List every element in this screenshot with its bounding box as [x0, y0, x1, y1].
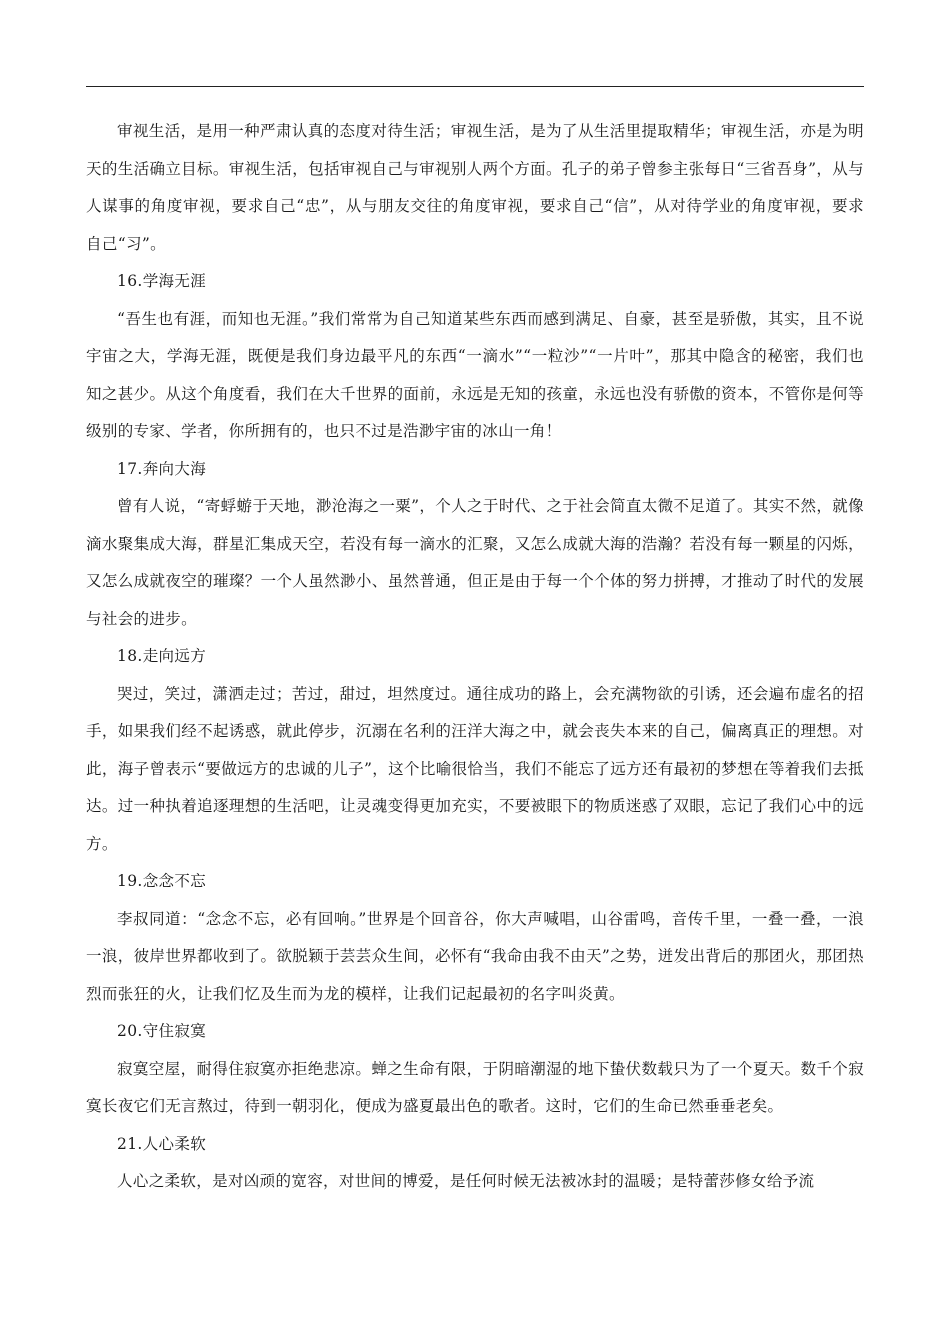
section-body-20: 寂寞空屋，耐得住寂寞亦拒绝悲凉。蝉之生命有限，于阴暗潮湿的地下蛰伏数载只为了一个夏天。数千个寂寞长夜它们无言熬过，待到一朝羽化，便成为盛夏最出色的歌者。这时，它们的生命已然垂垂老矣。	[86, 1059, 864, 1115]
section-heading-16: 16.学海无涯	[117, 272, 207, 290]
document-page	[86, 86, 864, 1201]
section-body-19: 李叔同道：“念念不忘，必有回响。”世界是个回音谷，你大声喊唱，山谷雷鸣，音传千里，一叠一叠，一浪一浪，彼岸世界都收到了。欲脱颖于芸芸众生间，必怀有“我命由我不由天”之势，迸发出背后的那团火，那团热烈而张狂的火，让我们忆及生而为龙的模样，让我们记起最初的名字叫炎黄。	[86, 909, 864, 1003]
section-heading-19: 19.念念不忘	[117, 872, 207, 890]
section-body-16: “吾生也有涯，而知也无涯。”我们常常为自己知道某些东西而感到满足、自豪，甚至是骄傲，其实，且不说宇宙之大，学海无涯，既便是我们身边最平凡的东西“一滴水”“一粒沙”“一片叶”，那其中隐含的秘密，我们也知之甚少。从这个角度看，我们在大千世界的面前，永远是无知的孩童，永远也没有骄傲的资本，不管你是何等级别的专家、学者，你所拥有的，也只不过是浩渺宇宙的冰山一角！	[86, 309, 864, 440]
section-heading-21: 21.人心柔软	[117, 1134, 207, 1153]
section-body-18: 哭过，笑过，潇洒走过；苦过，甜过，坦然度过。通往成功的路上，会充满物欲的引诱，还会遍布虚名的招手，如果我们经不起诱惑，就此停步，沉溺在名利的汪洋大海之中，就会丧失本来的自己，偏离真正的理想。对此，海子曾表示“要做远方的忠诚的儿子”，这个比喻很恰当，我们不能忘了远方还有最初的梦想在等着我们去抵达。过一种执着追逐理想的生活吧，让灵魂变得更加充实，不要被眼下的物质迷惑了双眼，忘记了我们心中的远方。	[86, 684, 864, 853]
section-heading-20: 20.守住寂寞	[117, 1022, 207, 1040]
section-heading-18: 18.走向远方	[117, 647, 207, 665]
section-body-21: 人心之柔软，是对凶顽的宽容，对世间的博爱，是任何时候无法被冰封的温暖；是特蕾莎修女给予流	[117, 1172, 815, 1190]
section-body-17: 曾有人说，“寄蜉蝣于天地，渺沧海之一粟”，个人之于时代、之于社会简直太微不足道了。其实不然，就像滴水聚集成大海，群星汇集成天空，若没有每一滴水的汇聚，又怎么成就大海的浩瀚？若没有每一颗星的闪烁，又怎么成就夜空的璀璨？一个人虽然渺小、虽然普通，但正是由于每一个个体的努力拼搏，才推动了时代的发展与社会的进步。	[86, 497, 864, 628]
header-rule	[86, 86, 864, 87]
section-heading-17: 17.奔向大海	[117, 459, 207, 478]
intro-paragraph: 审视生活，是用一种严肃认真的态度对待生活；审视生活，是为了从生活里提取精华；审视生活，亦是为明天的生活确立目标。审视生活，包括审视自己与审视别人两个方面。孔子的弟子曾参主张每日“三省吾身”，从与人谋事的角度审视，要求自己“忠”，从与朋友交往的角度审视，要求自己“信”，从对待学业的角度审视，要求自己“习”。	[86, 122, 864, 253]
